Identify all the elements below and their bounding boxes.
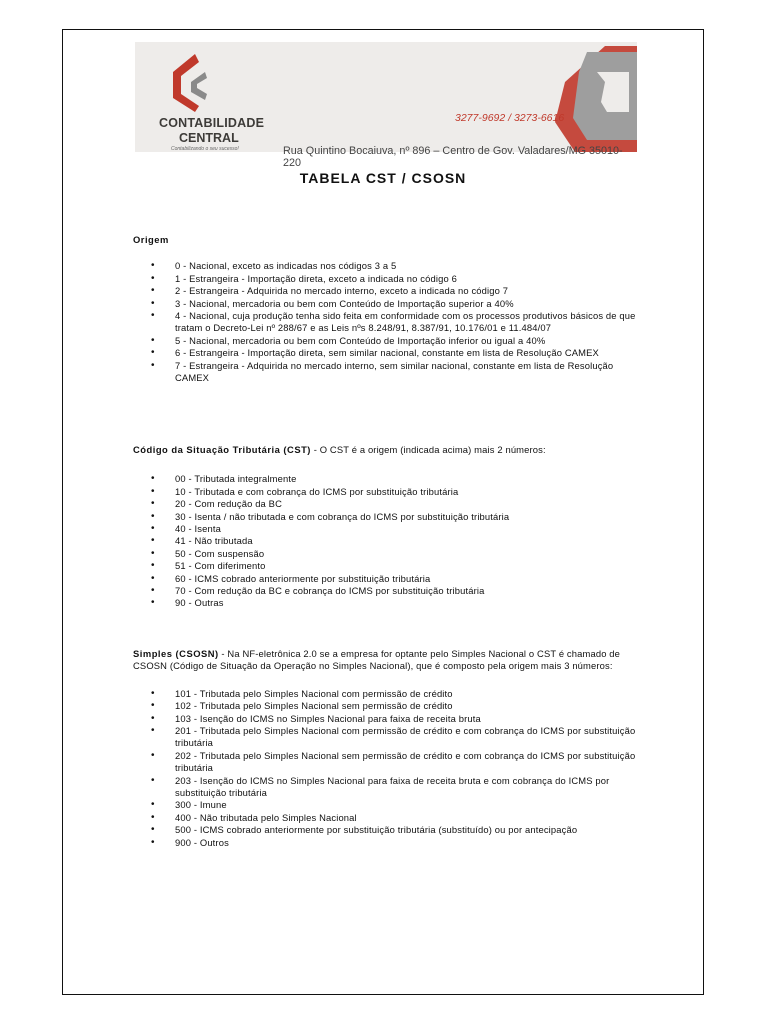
origem-heading: Origem: [133, 234, 169, 245]
list-item: • 3 - Nacional, mercadoria ou bem com Conteúdo de Importação superior a 40%: [133, 298, 645, 310]
list-item: • 50 - Com suspensão: [133, 548, 645, 560]
logo-text-line1: CONTABILIDADE: [159, 116, 265, 130]
origem-section: [133, 234, 645, 384]
list-item: • 20 - Com redução da BC: [133, 498, 645, 510]
list-item: • 90 - Outras: [133, 597, 645, 609]
csosn-paragraph: [133, 648, 633, 673]
list-item: • 103 - Isenção do ICMS no Simples Nacional para faixa de receita bruta: [133, 713, 645, 725]
list-item: • 41 - Não tributada: [133, 535, 645, 547]
list-item: • 51 - Com diferimento: [133, 560, 645, 572]
list-item: • 0 - Nacional, exceto as indicadas nos códigos 3 a 5: [133, 260, 645, 272]
list-item: • 60 - ICMS cobrado anteriormente por substituição tributária: [133, 573, 645, 585]
list-item: • 300 - Imune: [133, 799, 645, 811]
origem-list: [133, 260, 645, 384]
list-item: • 4 - Nacional, cuja produção tenha sido feita em conformidade com os processos produtivos básicos de que tratam o Decreto-Lei nº 288/67 e as Leis nºs 8.248/91, 8.387/91, 10.176/01 e 11.484/07: [133, 310, 645, 335]
list-item: • 500 - ICMS cobrado anteriormente por substituição tributária (substituído) ou por antecipação: [133, 824, 645, 836]
list-item: • 2 - Estrangeira - Adquirida no mercado interno, exceto a indicada no código 7: [133, 285, 645, 297]
list-item: • 30 - Isenta / não tributada e com cobrança do ICMS por substituição tributária: [133, 511, 645, 523]
list-item: • 101 - Tributada pelo Simples Nacional com permissão de crédito: [133, 688, 645, 700]
list-item: • 6 - Estrangeira - Importação direta, sem similar nacional, constante em lista de Resolução CAMEX: [133, 347, 645, 359]
document-title: TABELA CST / CSOSN: [299, 170, 467, 186]
cst-paragraph: [133, 444, 633, 456]
logo-tagline: Contabilizando o seu sucesso!: [171, 146, 239, 152]
list-item: • 40 - Isenta: [133, 523, 645, 535]
cst-intro: - O CST é a origem (indicada acima) mais 2 números:: [310, 444, 546, 455]
list-item: • 00 - Tributada integralmente: [133, 473, 645, 485]
csosn-heading: Simples (CSOSN): [133, 648, 219, 659]
csosn-list: [133, 688, 645, 849]
list-item: • 7 - Estrangeira - Adquirida no mercado interno, sem similar nacional, constante em lista de Resolução CAMEX: [133, 360, 645, 385]
cst-list: [133, 473, 645, 609]
logo-text-line2: CENTRAL: [179, 131, 239, 145]
list-item: • 10 - Tributada e com cobrança do ICMS por substituição tributária: [133, 486, 645, 498]
header-banner: [135, 42, 637, 169]
cst-heading: Código da Situação Tributária (CST): [133, 444, 311, 455]
list-item: • 70 - Com redução da BC e cobrança do ICMS por substituição tributária: [133, 585, 645, 597]
list-item: • 201 - Tributada pelo Simples Nacional com permissão de crédito e com cobrança do ICMS por substituição tributária: [133, 725, 645, 750]
list-item: • 400 - Não tributada pelo Simples Nacional: [133, 812, 645, 824]
list-item: • 102 - Tributada pelo Simples Nacional sem permissão de crédito: [133, 700, 645, 712]
phone-number: 3277-9692 / 3273-6616: [455, 112, 565, 124]
csosn-section: [133, 648, 645, 849]
list-item: • 5 - Nacional, mercadoria ou bem com Conteúdo de Importação inferior ou igual a 40%: [133, 335, 645, 347]
list-item: • 203 - Isenção do ICMS no Simples Nacional para faixa de receita bruta e com cobrança do ICMS por substituição tributária: [133, 775, 645, 800]
list-item: • 900 - Outros: [133, 837, 645, 849]
company-address: Rua Quintino Bocaiuva, nº 896 – Centro de Gov. Valadares/MG 35010-220: [283, 145, 623, 169]
csosn-intro: - Na NF-eletrônica 2.0 se a empresa for optante pelo Simples Nacional o CST é chamado de CSOSN (Código de Situação da Operação no Simples Nacional), que é composto pela origem mais 3 números:: [133, 648, 621, 672]
document-page: [62, 29, 704, 995]
list-item: • 202 - Tributada pelo Simples Nacional sem permissão de crédito e com cobrança do ICMS por substituição tributária: [133, 750, 645, 775]
list-item: • 1 - Estrangeira - Importação direta, exceto a indicada no código 6: [133, 273, 645, 285]
cst-section: [133, 444, 645, 610]
